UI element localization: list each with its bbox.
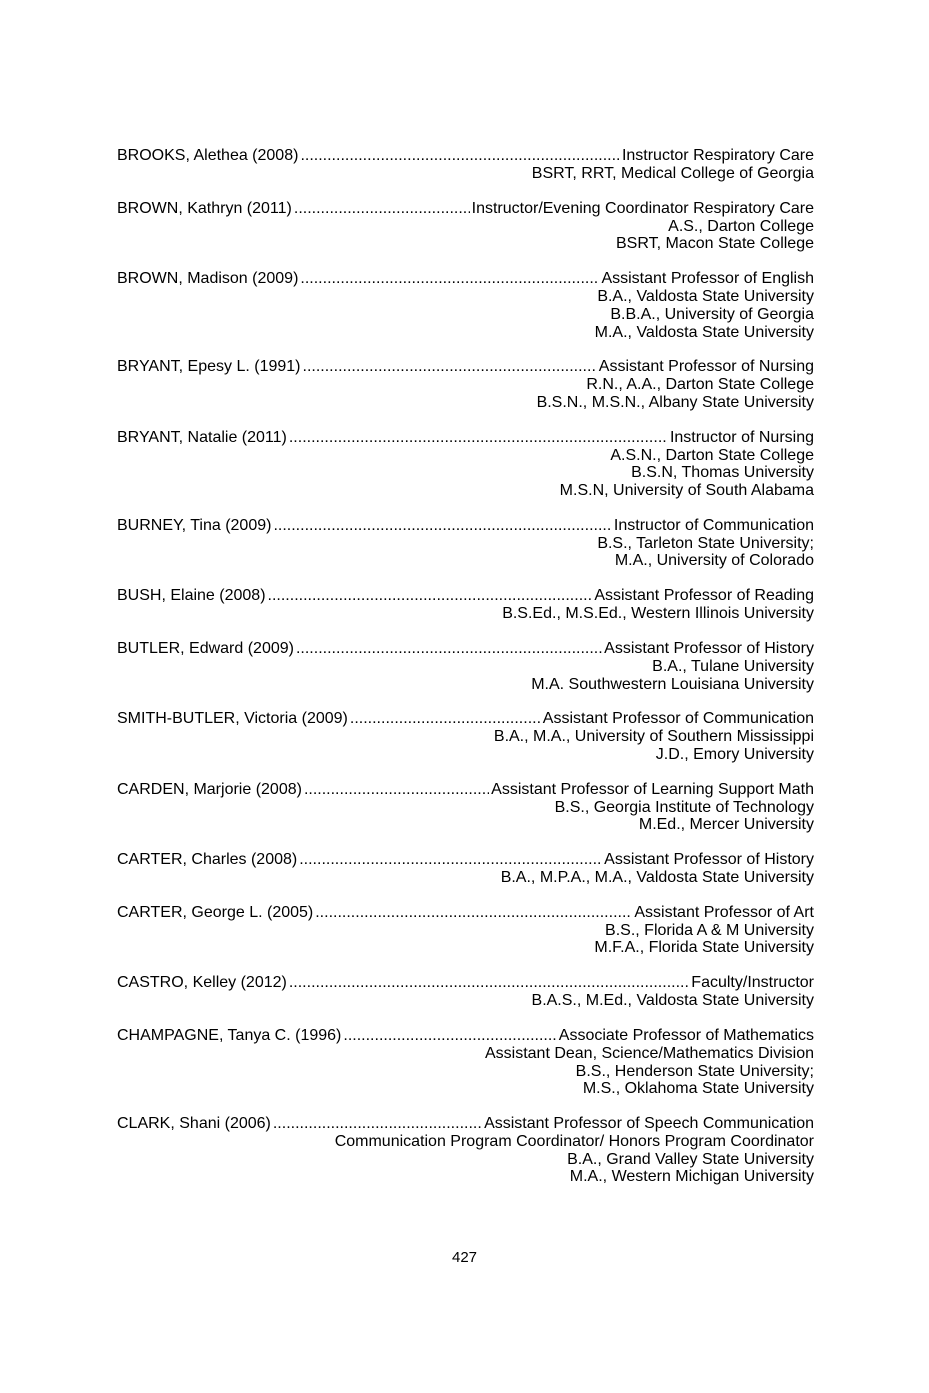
- credential-line: Communication Program Coordinator/ Honors Program Coordinator: [334, 1132, 814, 1150]
- faculty-title: Associate Professor of Mathematics: [558, 1026, 814, 1044]
- credential-line: B.S., Georgia Institute of Technology: [554, 798, 814, 816]
- dot-leader: [315, 904, 632, 922]
- faculty-name: BUSH, Elaine (2008): [117, 587, 266, 605]
- faculty-entry: [117, 851, 814, 887]
- entry-header-line: [117, 270, 814, 288]
- credential-line: B.S., Tarleton State University;: [597, 534, 814, 552]
- credential-line: M.S., Oklahoma State University: [582, 1080, 814, 1098]
- faculty-entry: [117, 1115, 814, 1186]
- faculty-title: Instructor Respiratory Care: [621, 147, 814, 164]
- dot-leader: [273, 517, 611, 535]
- faculty-title: Assistant Professor of Communication: [542, 710, 814, 728]
- entry-header-line: [117, 517, 814, 535]
- faculty-name: BURNEY, Tina (2009): [117, 516, 272, 534]
- entry-header-line: [117, 974, 814, 992]
- credential-line: B.S.N, Thomas University: [631, 464, 814, 482]
- faculty-title: Assistant Professor of Nursing: [598, 358, 814, 376]
- dot-leader: [303, 358, 597, 376]
- credential-line: M.S.N, University of South Alabama: [559, 482, 814, 500]
- credential-line: B.S.N., M.S.N., Albany State University: [536, 393, 814, 411]
- credential-line: B.A.S., M.Ed., Valdosta State University: [531, 992, 814, 1010]
- faculty-title: Faculty/Instructor: [691, 974, 814, 992]
- faculty-title: Assistant Professor of English: [601, 270, 814, 288]
- credential-line: B.A., M.P.A., M.A., Valdosta State University: [500, 869, 814, 887]
- dot-leader: [273, 1115, 482, 1133]
- credential-line: Assistant Dean, Science/Mathematics Division: [484, 1044, 814, 1062]
- credential-line: J.D., Emory University: [655, 745, 814, 763]
- dot-leader: [294, 200, 470, 218]
- dot-leader: [299, 851, 602, 869]
- credential-line: M.Ed., Mercer University: [638, 816, 814, 834]
- faculty-title: Instructor of Nursing: [669, 428, 814, 446]
- credential-line: B.S.Ed., M.S.Ed., Western Illinois University: [502, 605, 814, 623]
- credential-line: R.N., A.A., Darton State College: [586, 376, 814, 394]
- credential-line: B.A., M.A., University of Southern Mississippi: [493, 728, 814, 746]
- faculty-entry: [117, 358, 814, 411]
- faculty-title: Instructor/Evening Coordinator Respiratory Care: [471, 199, 814, 217]
- faculty-title: Assistant Professor of History: [604, 851, 814, 869]
- entry-header-line: [117, 904, 814, 922]
- credential-line: B.A., Tulane University: [652, 657, 814, 675]
- faculty-name: CARTER, Charles (2008): [117, 851, 298, 869]
- dot-leader: [300, 147, 620, 165]
- entry-header-line: [117, 200, 814, 218]
- credential-line: M.A. Southwestern Louisiana University: [531, 675, 814, 693]
- faculty-title: Assistant Professor of Reading: [594, 587, 814, 605]
- faculty-entry: [117, 974, 814, 1010]
- dot-leader: [289, 429, 668, 447]
- entry-header-line: [117, 147, 814, 165]
- entry-header-line: [117, 1027, 814, 1045]
- faculty-name: CHAMPAGNE, Tanya C. (1996): [117, 1026, 342, 1044]
- faculty-directory: [117, 147, 814, 1203]
- entry-header-line: [117, 358, 814, 376]
- entry-header-line: [117, 710, 814, 728]
- faculty-entry: [117, 781, 814, 834]
- faculty-entry: [117, 640, 814, 693]
- faculty-entry: [117, 517, 814, 570]
- faculty-title: Assistant Professor of Learning Support Math: [491, 780, 814, 798]
- entry-header-line: [117, 587, 814, 605]
- faculty-title: Assistant Professor of Art: [634, 903, 814, 921]
- entry-header-line: [117, 1115, 814, 1133]
- credential-line: M.F.A., Florida State University: [594, 939, 814, 957]
- entry-header-line: [117, 429, 814, 447]
- credential-line: B.S., Henderson State University;: [575, 1062, 814, 1080]
- faculty-name: BROWN, Madison (2009): [117, 270, 299, 288]
- faculty-title: Assistant Professor of Speech Communication: [484, 1114, 814, 1132]
- credential-line: A.S., Darton College: [668, 217, 814, 235]
- faculty-title: Assistant Professor of History: [604, 639, 814, 657]
- page-number: 427: [451, 1249, 478, 1266]
- faculty-name: CLARK, Shani (2006): [117, 1114, 271, 1132]
- faculty-entry: [117, 429, 814, 500]
- credential-line: B.S., Florida A & M University: [605, 921, 814, 939]
- faculty-name: BRYANT, Epesy L. (1991): [117, 358, 301, 376]
- dot-leader: [300, 270, 599, 288]
- dot-leader: [343, 1027, 556, 1045]
- credential-line: B.B.A., University of Georgia: [610, 305, 814, 323]
- faculty-entry: [117, 200, 814, 253]
- credential-line: M.A., Valdosta State University: [594, 323, 814, 341]
- dot-leader: [350, 710, 541, 728]
- faculty-entry: [117, 1027, 814, 1098]
- faculty-name: BUTLER, Edward (2009): [117, 639, 294, 657]
- faculty-name: BROOKS, Alethea (2008): [117, 147, 299, 164]
- faculty-entry: [117, 904, 814, 957]
- dot-leader: [289, 974, 689, 992]
- faculty-entry: [117, 147, 814, 183]
- credential-line: A.S.N., Darton State College: [610, 446, 814, 464]
- faculty-entry: [117, 270, 814, 341]
- entry-header-line: [117, 781, 814, 799]
- credential-line: M.A., University of Colorado: [614, 552, 814, 570]
- entry-header-line: [117, 640, 814, 658]
- faculty-entry: [117, 587, 814, 623]
- faculty-entry: [117, 710, 814, 763]
- credential-line: B.A., Valdosta State University: [597, 288, 814, 306]
- credential-line: BSRT, RRT, Medical College of Georgia: [531, 165, 814, 182]
- entry-header-line: [117, 851, 814, 869]
- credential-line: M.A., Western Michigan University: [569, 1168, 814, 1186]
- faculty-name: SMITH-BUTLER, Victoria (2009): [117, 710, 348, 728]
- faculty-name: BRYANT, Natalie (2011): [117, 428, 287, 446]
- faculty-name: CASTRO, Kelley (2012): [117, 974, 287, 992]
- dot-leader: [304, 781, 489, 799]
- faculty-name: CARTER, George L. (2005): [117, 903, 314, 921]
- faculty-title: Instructor of Communication: [613, 516, 814, 534]
- dot-leader: [296, 640, 602, 658]
- faculty-name: BROWN, Kathryn (2011): [117, 199, 292, 217]
- credential-line: BSRT, Macon State College: [615, 235, 814, 253]
- dot-leader: [268, 587, 593, 605]
- credential-line: B.A., Grand Valley State University: [567, 1150, 814, 1168]
- faculty-name: CARDEN, Marjorie (2008): [117, 780, 302, 798]
